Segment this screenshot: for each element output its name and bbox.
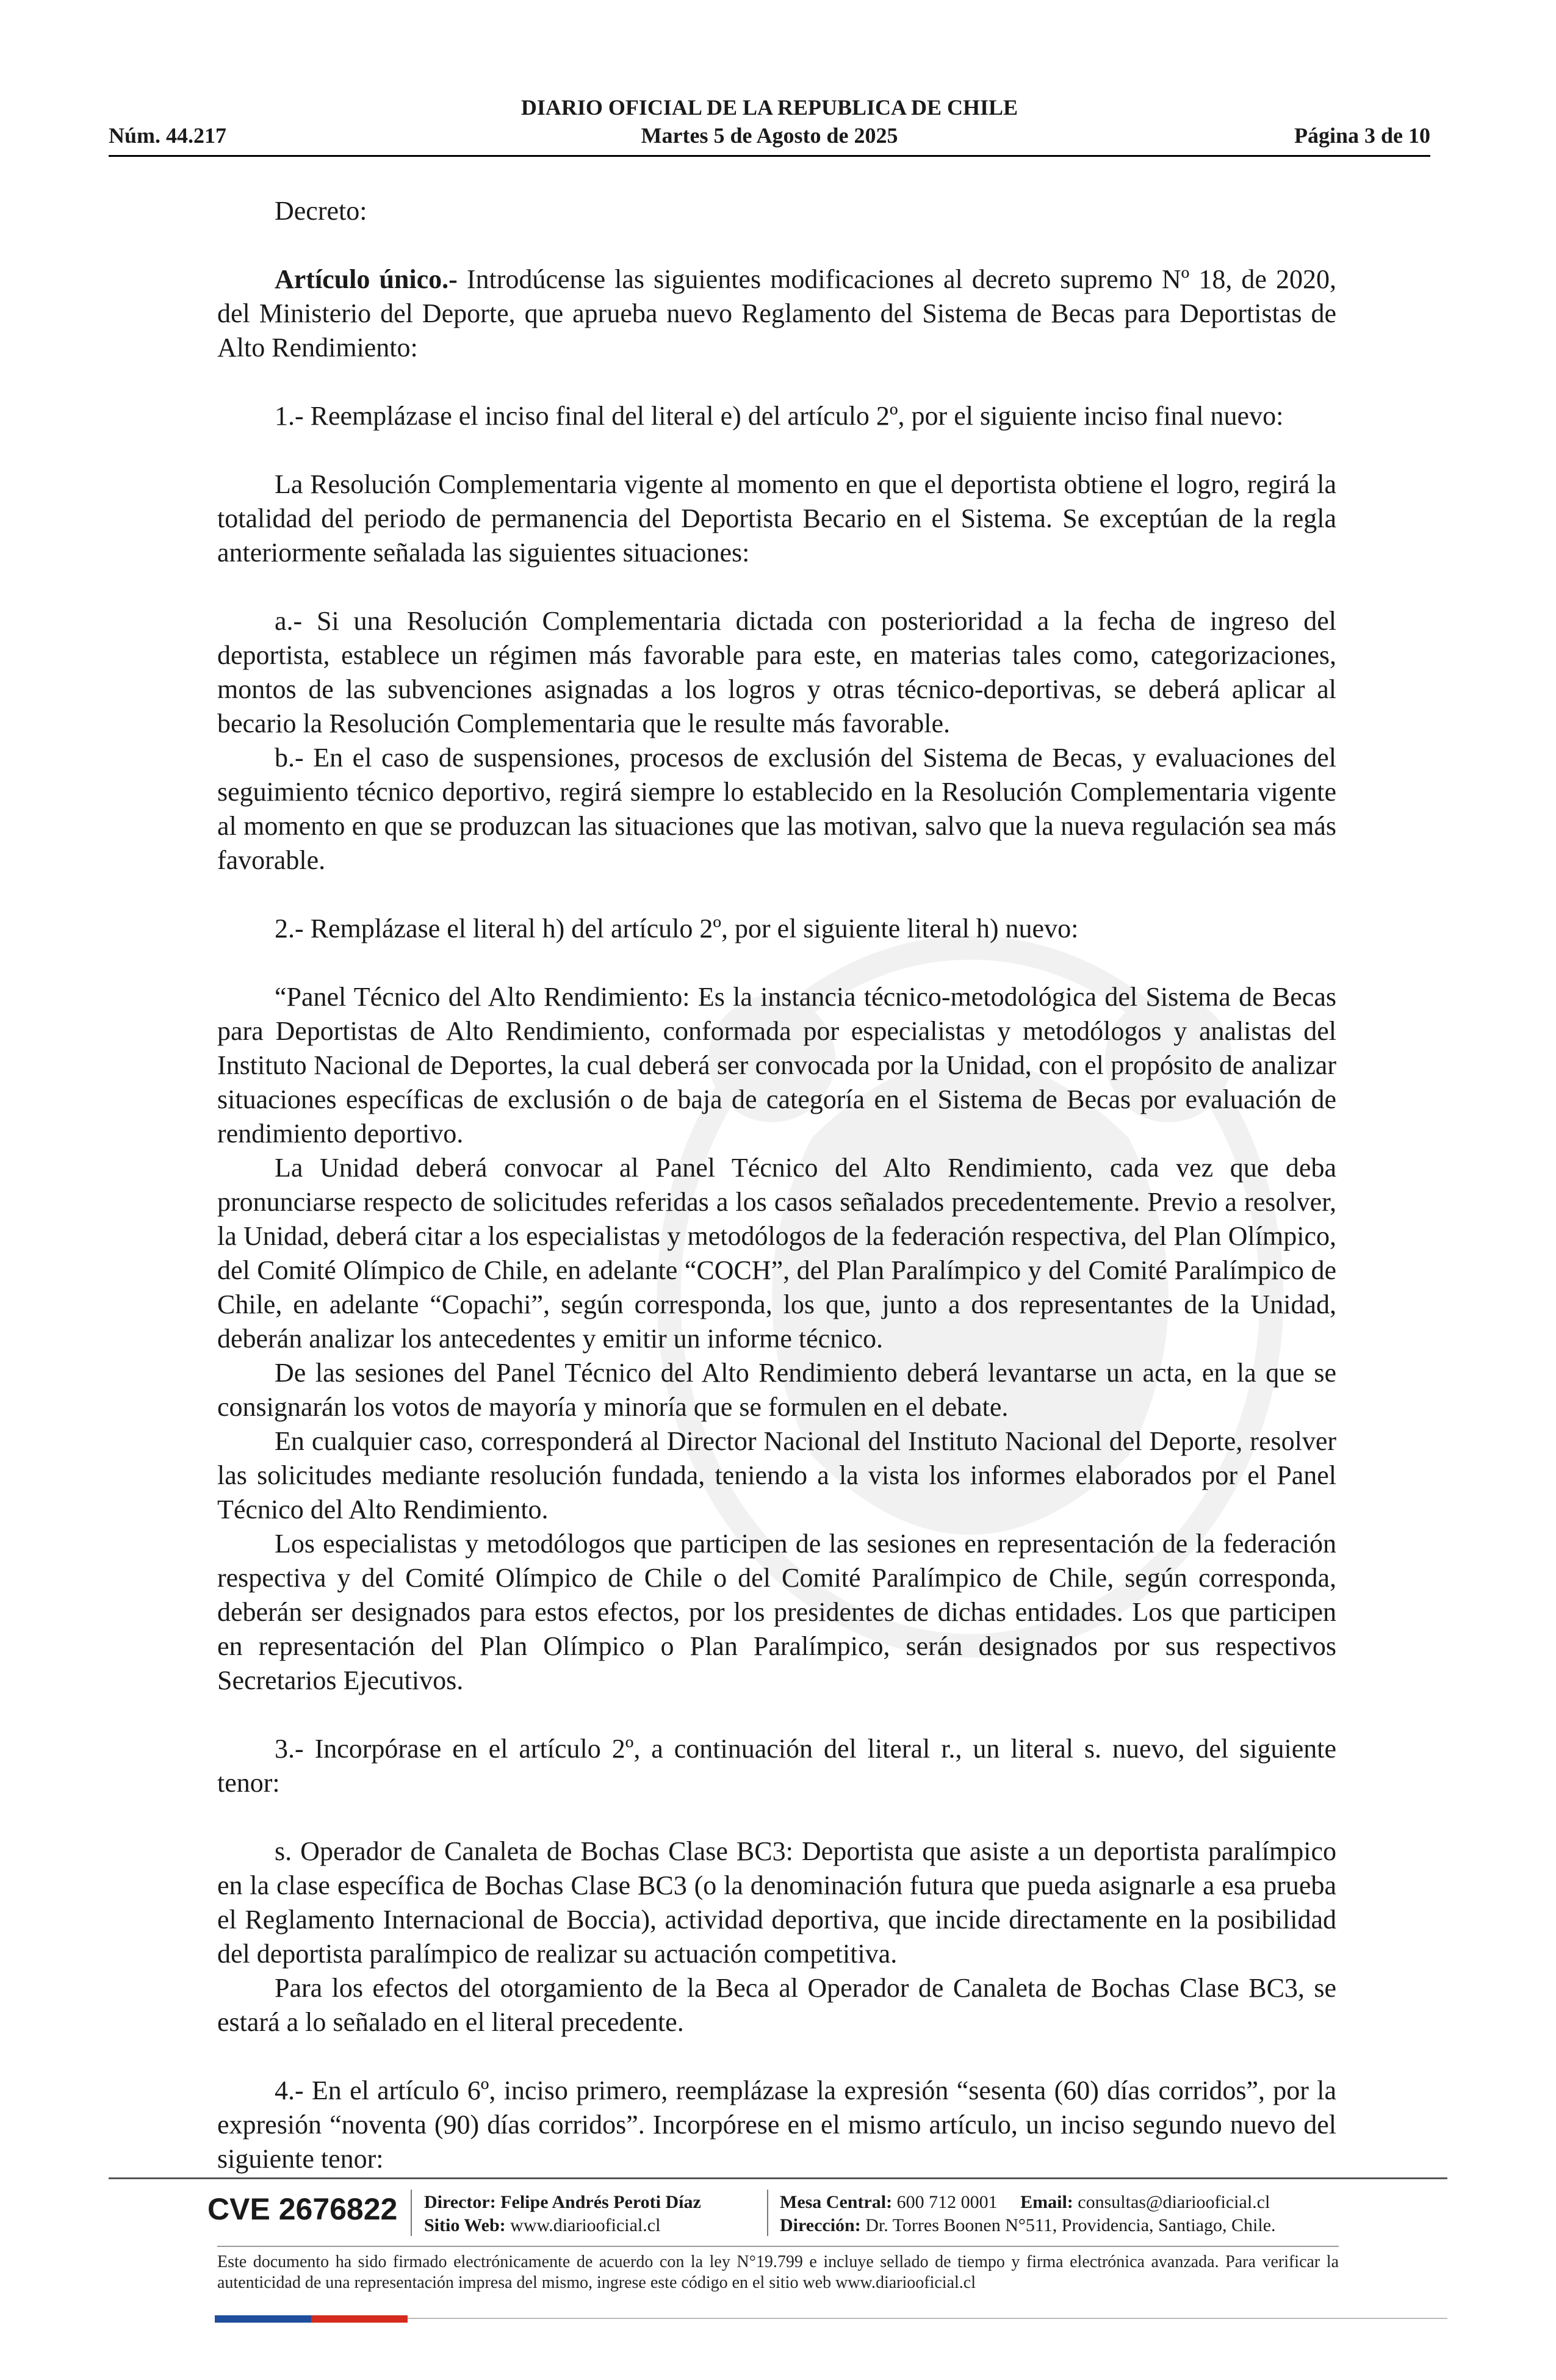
page-header — [109, 95, 1430, 153]
paragraph-6: “Panel Técnico del Alto Rendimiento: Es la instancia técnico-metodológica del Sistema de Becas para Deportistas de Alto Rendimiento, conformada por especialistas y metodólogos y analistas del Instituto Nacional de Deportes, la cual deberá ser convocada por la Unidad, con el propósito de analizar situaciones específicas de exclusión o de baja de categoría en el Sistema de Becas por evaluación de rendimiento deportivo. — [217, 982, 1336, 1149]
legal-notice: Este documento ha sido firmado electrónicamente de acuerdo con la ley N°19.799 e incluye sellado de tiempo y firma electrónica avanzada. Para verificar la autenticidad de una representación impresa del mismo, ingrese este código en el sitio web www.diariooficial.cl — [217, 2252, 1339, 2292]
bottom-divider — [408, 2318, 1447, 2319]
issue-number: Núm. 44.217 — [109, 123, 227, 148]
paragraph-10: Los especialistas y metodólogos que participen de las sesiones en representación de la federación respectiva y del Comité Olímpico de Chile o del Comité Paralímpico de Chile, según corresponda, deberán ser designados para estos efectos, por los presidentes de dichas entidades. Los que participen en representación del Plan Olímpico o Plan Paralímpico, serán designados por sus respectivos Secretarios Ejecutivos. — [217, 1529, 1336, 1695]
mesa-label: Mesa Central: — [780, 2192, 893, 2212]
page-number: Página 3 de 10 — [1294, 123, 1430, 148]
website-label: Sitio Web: — [424, 2215, 506, 2235]
legal-divider — [217, 2246, 1339, 2247]
mesa-phone: 600 712 0001 — [896, 2192, 998, 2212]
articulo-text: Introdúcense las siguientes modificaciones al decreto supremo Nº 18, de 2020, del Ministerio del Deporte, que aprueba nuevo Reglamento del Sistema de Becas para Deportistas de Alto Rendimiento: — [217, 264, 1336, 362]
issue-date: Martes 5 de Agosto de 2025 — [641, 123, 898, 148]
document-body — [217, 194, 1336, 2176]
paragraph-8: De las sesiones del Panel Técnico del Alto Rendimiento deberá levantarse un acta, en la que se consignarán los votos de mayoría y minoría que se formulen en el debate. — [217, 1358, 1336, 1422]
website-link[interactable]: www.diariooficial.cl — [510, 2215, 661, 2235]
paragraph-5: 2.- Remplázase el literal h) del artículo 2º, por el siguiente literal h) nuevo: — [275, 914, 1079, 943]
director-label: Director: — [424, 2192, 496, 2212]
director-name: Felipe Andrés Peroti Díaz — [500, 2192, 701, 2212]
email-link[interactable]: consultas@diariooficial.cl — [1078, 2192, 1270, 2212]
decreto-heading: Decreto: — [275, 196, 367, 226]
address-value: Dr. Torres Boonen N°511, Providencia, Santiago, Chile. — [865, 2215, 1276, 2235]
footer-separator — [767, 2190, 768, 2236]
paragraph-9: En cualquier caso, corresponderá al Director Nacional del Instituto Nacional del Deporte, resolver las solicitudes mediante resolución fundada, teniendo a la vista los informes elaborados por el Panel Técnico del Alto Rendimiento. — [217, 1426, 1336, 1524]
paragraph-13: Para los efectos del otorgamiento de la Beca al Operador de Canaleta de Bochas Clase BC3, se estará a lo señalado en el literal precedente. — [217, 1973, 1336, 2037]
paragraph-12: s. Operador de Canaleta de Bochas Clase BC3: Deportista que asiste a un deportista paralímpico en la clase específica de Bochas Clase BC3 (o la denominación futura que pueda asignarle a esa prueba el Reglamento Internacional de Boccia), actividad deportiva, que incide directamente en la posibilidad del deportista paralímpico de realizar su actuación competitiva. — [217, 1836, 1336, 1969]
flag-blue-segment — [215, 2315, 311, 2323]
paragraph-1: 1.- Reemplázase el inciso final del literal e) del artículo 2º, por el siguiente inciso final nuevo: — [275, 401, 1284, 431]
flag-stripe — [215, 2315, 408, 2323]
address-label: Dirección: — [780, 2215, 861, 2235]
paragraph-2: La Resolución Complementaria vigente al momento en que el deportista obtiene el logro, regirá la totalidad del periodo de permanencia del Deportista Becario en el Sistema. Se exceptúan de la regla anteriormente señalada las siguientes situaciones: — [217, 469, 1336, 568]
paragraph-11: 3.- Incorpórase en el artículo 2º, a continuación del literal r., un literal s. nuevo, del siguiente tenor: — [217, 1734, 1336, 1798]
footer-separator — [411, 2190, 412, 2236]
newspaper-title: DIARIO OFICIAL DE LA REPUBLICA DE CHILE — [520, 95, 1018, 120]
cve-code: CVE 2676822 — [207, 2192, 398, 2226]
flag-red-segment — [311, 2315, 408, 2323]
paragraph-4: b.- En el caso de suspensiones, procesos de exclusión del Sistema de Becas, y evaluaciones del seguimiento técnico deportivo, regirá siempre lo establecido en la Resolución Complementaria vigente al momento en que se produzcan las situaciones que las motivan, salvo que la nueva regulación sea más favorable. — [217, 743, 1336, 875]
contact-block — [780, 2191, 1276, 2237]
header-divider — [109, 155, 1430, 157]
articulo-unico — [217, 262, 1336, 365]
paragraph-3: a.- Si una Resolución Complementaria dictada con posterioridad a la fecha de ingreso del deportista, establece un régimen más favorable para este, en materias tales como, categorizaciones, montos de las subvenciones asignadas a los logros y otras técnico-deportivas, se deberá aplicar al becario la Resolución Complementaria que le resulte más favorable. — [217, 606, 1336, 738]
email-label: Email: — [1020, 2192, 1073, 2212]
paragraph-14: 4.- En el artículo 6º, inciso primero, reemplázase la expresión “sesenta (60) días corridos”, por la expresión “noventa (90) días corridos”. Incorpórese en el mismo artículo, un inciso segundo nuevo del siguiente tenor: — [217, 2075, 1336, 2174]
paragraph-7: La Unidad deberá convocar al Panel Técnico del Alto Rendimiento, cada vez que deba pronunciarse respecto de solicitudes referidas a los casos señalados precedentemente. Previo a resolver, la Unidad, deberá citar a los especialistas y metodólogos de la federación respectiva, del Plan Olímpico, del Comité Olímpico de Chile, en adelante “COCH”, del Plan Paralímpico y del Comité Paralímpico de Chile, en adelante “Copachi”, según corresponda, los que, junto a dos representantes de la Unidad, deberán analizar los antecedentes y emitir un informe técnico. — [217, 1153, 1336, 1354]
director-block — [424, 2191, 701, 2237]
footer-divider — [109, 2177, 1447, 2179]
articulo-label: Artículo único.- — [275, 264, 458, 294]
